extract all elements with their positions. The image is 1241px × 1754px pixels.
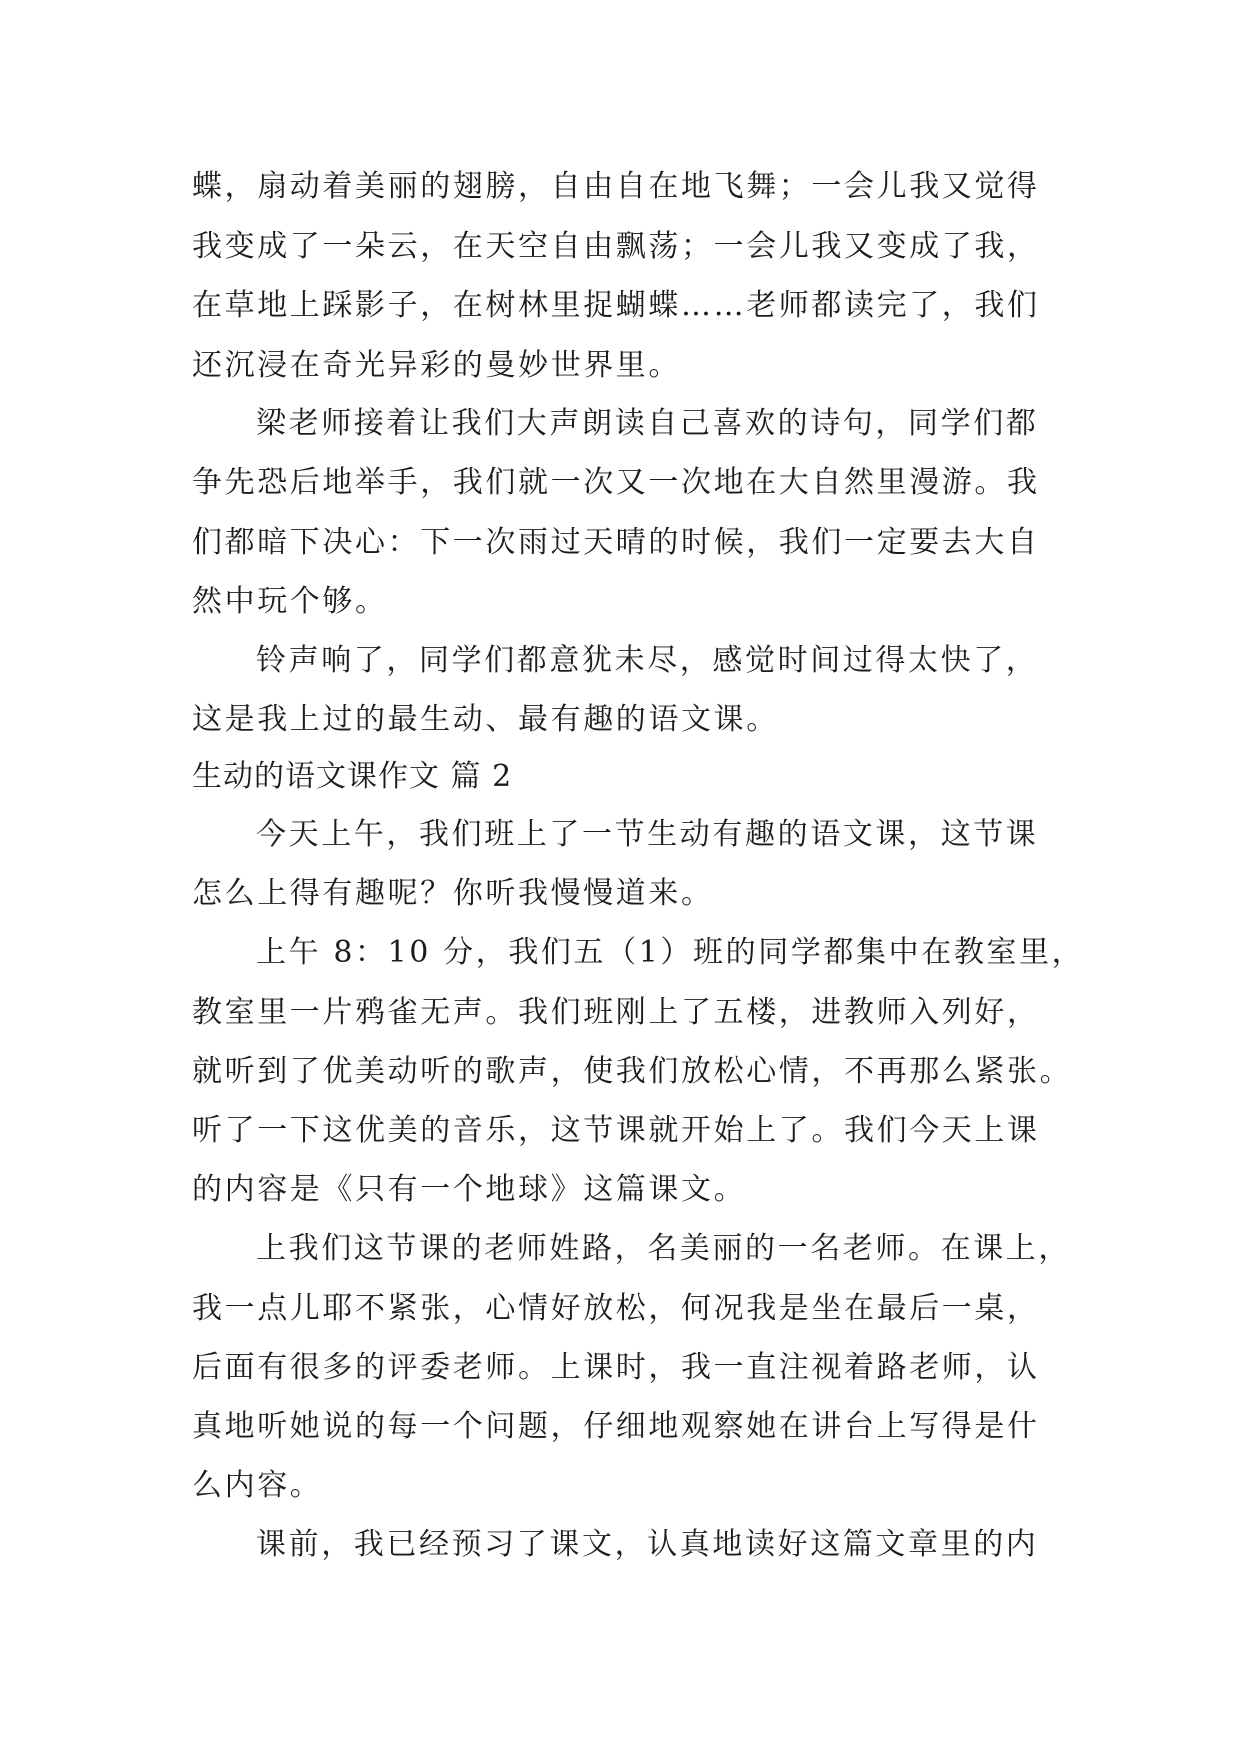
text-line: 听了一下这优美的音乐，这节课就开始上了。我们今天上课 <box>192 1113 1040 1148</box>
paragraph-first-line: 课前，我已经预习了课文，认真地读好这篇文章里的内 <box>256 1527 1039 1562</box>
text-line: 的内容是《只有一个地球》这篇课文。 <box>192 1172 747 1207</box>
text-line: 这是我上过的最生动、最有趣的语文课。 <box>192 702 779 737</box>
paragraph-first-line: 梁老师接着让我们大声朗读自己喜欢的诗句，同学们都 <box>256 406 1039 441</box>
text-line: 争先恐后地举手，我们就一次又一次地在大自然里漫游。我 <box>192 465 1040 500</box>
text-line: 然中玩个够。 <box>192 584 388 619</box>
text-line: 后面有很多的评委老师。上课时，我一直注视着路老师，认 <box>192 1350 1040 1385</box>
section-heading: 生动的语文课作文 篇 2 <box>192 759 513 794</box>
paragraph-first-line: 铃声响了，同学们都意犹未尽，感觉时间过得太快了， <box>256 643 1039 678</box>
text-line: 蝶，扇动着美丽的翅膀，自由自在地飞舞；一会儿我又觉得 <box>192 169 1040 204</box>
text-line: 真地听她说的每一个问题，仔细地观察她在讲台上写得是什 <box>192 1409 1040 1444</box>
text-line: 在草地上踩影子，在树林里捉蝴蝶……老师都读完了，我们 <box>192 288 1040 323</box>
text-line: 就听到了优美动听的歌声，使我们放松心情，不再那么紧张。 <box>192 1054 1073 1089</box>
text-line: 怎么上得有趣呢？你听我慢慢道来。 <box>192 876 714 911</box>
text-line: 教室里一片鸦雀无声。我们班刚上了五楼，进教师入列好， <box>192 995 1040 1030</box>
paragraph-first-line: 上午 8：10 分，我们五（1）班的同学都集中在教室里， <box>256 935 1085 970</box>
text-line: 我一点儿耶不紧张，心情好放松，何况我是坐在最后一桌， <box>192 1291 1040 1326</box>
text-line: 我变成了一朵云，在天空自由飘荡；一会儿我又变成了我， <box>192 229 1040 264</box>
text-line: 么内容。 <box>192 1468 323 1503</box>
paragraph-first-line: 今天上午，我们班上了一节生动有趣的语文课，这节课 <box>256 817 1039 852</box>
text-line: 们都暗下决心：下一次雨过天晴的时候，我们一定要去大自 <box>192 525 1040 560</box>
text-line: 还沉浸在奇光异彩的曼妙世界里。 <box>192 348 681 383</box>
paragraph-first-line: 上我们这节课的老师姓路，名美丽的一名老师。在课上， <box>256 1231 1071 1266</box>
